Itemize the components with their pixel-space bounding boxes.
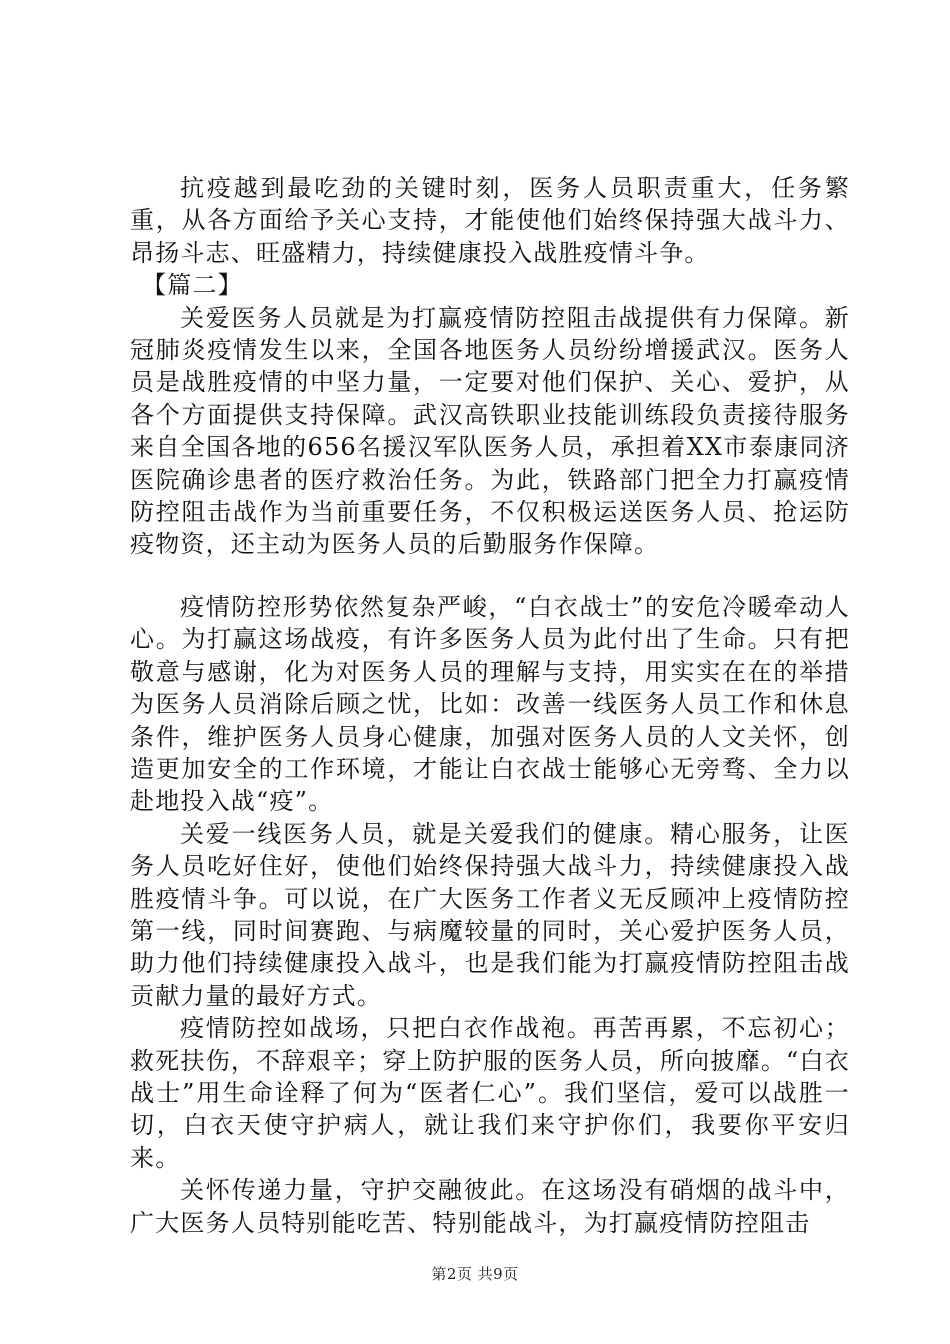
paragraph-4: 关爱一线医务人员，就是关爱我们的健康。精心服务，让医务人员吃好住好，使他们始终保持强大战斗力，持续健康投入战胜疫情斗争。可以说，在广大医务工作者义无反顾冲上疫情防控第一线，同时间赛跑、与病魔较量的同时，关心爱护医务人员，助力他们持续健康投入战斗，也是我们能为打赢疫情防控阻击战贡献力量的最好方式。 [130, 819, 850, 1010]
paragraph-6: 关怀传递力量，守护交融彼此。在这场没有硝烟的战斗中，广大医务人员特别能吃苦、特别能战斗，为打赢疫情防控阻击 [130, 1176, 850, 1237]
paragraph-3: 疫情防控形势依然复杂严峻，“白衣战士”的安危冷暖牵动人心。为打赢这场战疫，有许多医务人员为此付出了生命。只有把敬意与感谢，化为对医务人员的理解与支持，用实实在在的举措为医务人员消除后顾之忧，比如：改善一线医务人员工作和休息条件，维护医务人员身心健康，加强对医务人员的人文关怀，创造更加安全的工作环境，才能让白衣战士能够心无旁骛、全力以赴地投入战“疫”。 [130, 592, 850, 816]
paragraph-1: 抗疫越到最吃劲的关键时刻，医务人员职责重大，任务繁重，从各方面给予关心支持，才能使他们始终保持强大战斗力、昂扬斗志、旺盛精力，持续健康投入战胜疫情斗争。 [130, 174, 850, 267]
paragraph-5: 疫情防控如战场，只把白衣作战袍。再苦再累，不忘初心；救死扶伤，不辞艰辛；穿上防护服的医务人员，所向披靡。“白衣战士”用生命诠释了何为“医者仁心”。我们坚信，爱可以战胜一切，白衣天使守护病人，就让我们来守护你们，我要你平安归来。 [130, 1014, 850, 1172]
document-body [130, 172, 850, 1239]
page-footer: 第2页 共9页 [431, 1265, 519, 1283]
paragraph-2: 关爱医务人员就是为打赢疫情防控阻击战提供有力保障。新冠肺炎疫情发生以来，全国各地医务人员纷纷增援武汉。医务人员是战胜疫情的中坚力量，一定要对他们保护、关心、爱护，从各个方面提供支持保障。武汉高铁职业技能训练段负责接待服务来自全国各地的656名援汉军队医务人员，承担着XX市泰康同济医院确诊患者的医疗救治任务。为此，铁路部门把全力打赢疫情防控阻击战作为当前重要任务，不仅积极运送医务人员、抢运防疫物资，还主动为医务人员的后勤服务作保障。 [130, 303, 850, 559]
paragraph-gap [130, 561, 850, 591]
section-heading: 【篇二】 [142, 271, 243, 300]
